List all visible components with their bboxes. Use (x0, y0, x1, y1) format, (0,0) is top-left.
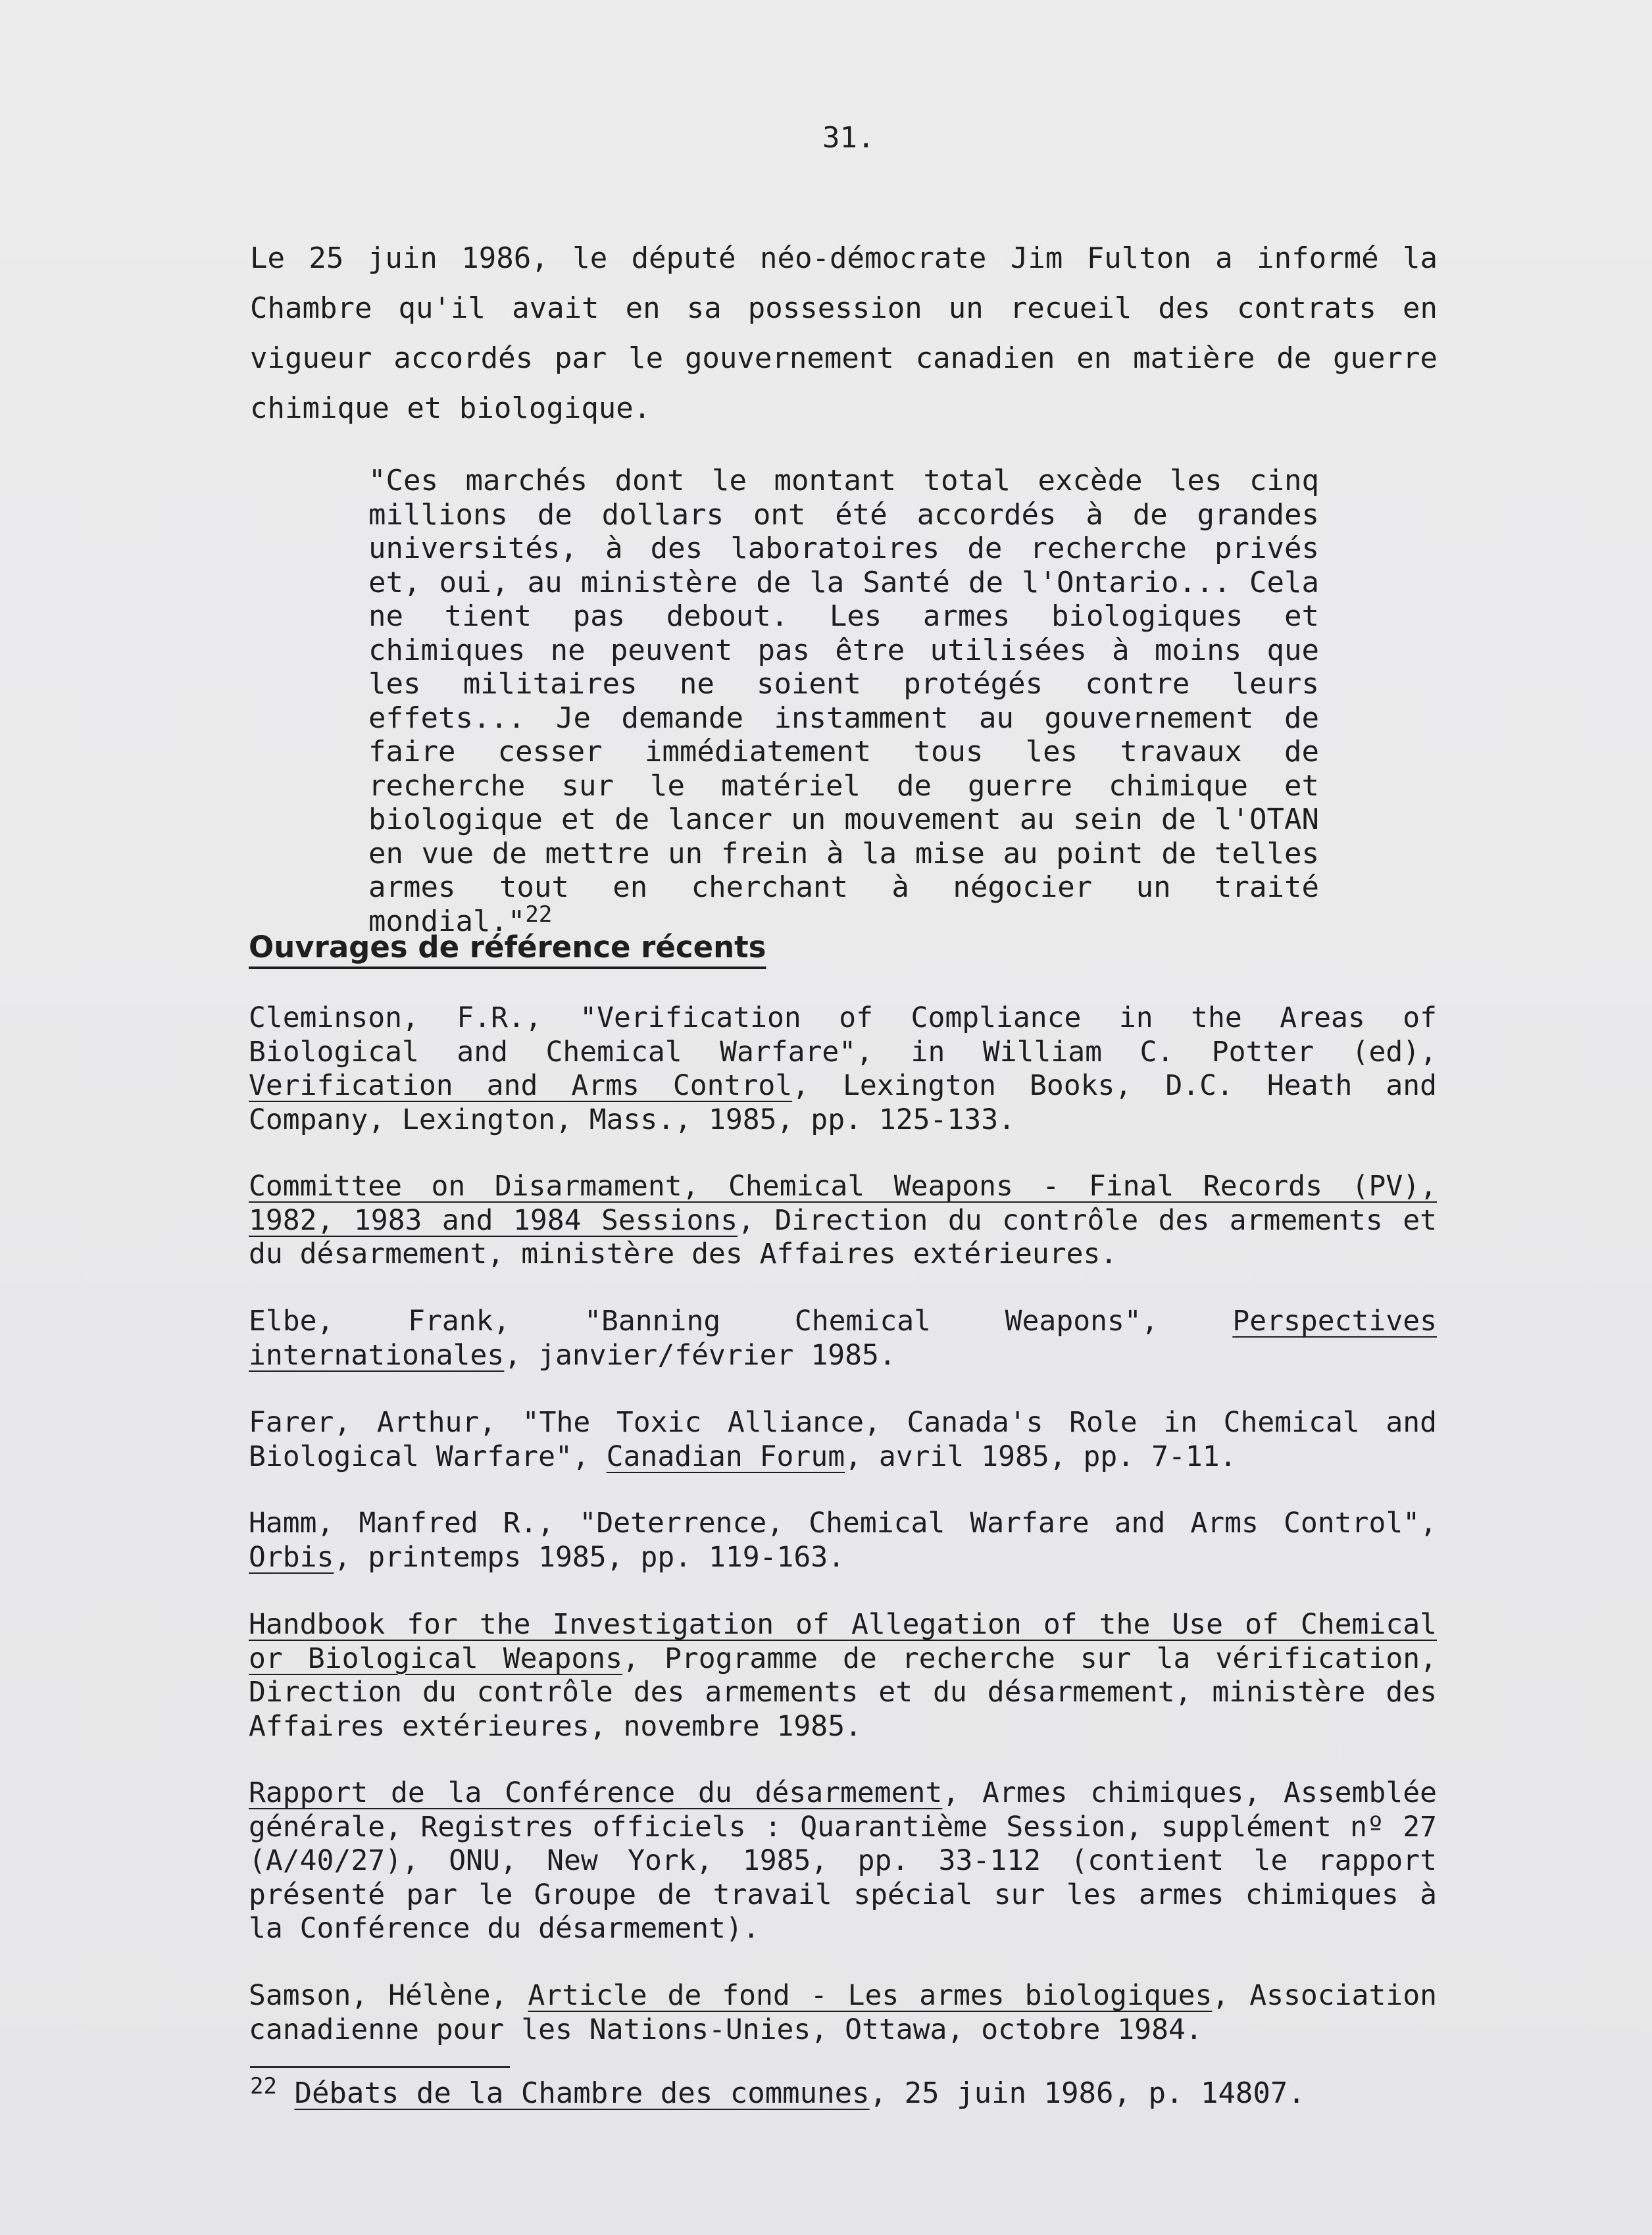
reference-details: , janvier/février 1985. (504, 1338, 896, 1372)
reference-details: , avril 1985, pp. 7-11. (845, 1440, 1237, 1473)
reference-author: Hamm, Manfred R., "Deterrence, Chemical Warfare and Arms Control", (249, 1507, 1437, 1540)
reference-author: Cleminson, F.R., "Verification of Compliance in the Areas of Biological and Chemical Warfare", in William C. Potter (ed), (249, 1001, 1437, 1068)
reference-title: Rapport de la Conférence du désarmement (249, 1776, 943, 1809)
reference-title: Committee on Disarmament, Chemical Weapons - Final Records (PV), 1982, 1983 and 1984 Sessions (249, 1170, 1437, 1237)
block-quote (368, 464, 1319, 938)
reference-details: , Armes chimiques, Assemblée générale, Registres officiels : Quarantième Session, supplément nº 27 (A/40/27), ONU, New York, 1985, pp. 33-112 (contient le rapport présenté par le Groupe de travail spécial sur les armes chimiques à la Conférence du désarmement). (249, 1776, 1438, 1945)
reference-author: Farer, Arthur, "The Toxic Alliance, Canada's Role in Chemical and Biological Warfare", (249, 1406, 1437, 1473)
reference-item (249, 1608, 1437, 1744)
reference-title: Canadian Forum (606, 1440, 845, 1473)
reference-author: Elbe, Frank, "Banning Chemical Weapons", (249, 1305, 1233, 1338)
reference-title: Handbook for the Investigation of Allegation of the Use of Chemical or Biological Weapons (249, 1608, 1437, 1675)
reference-author: Samson, Hélène, (249, 1979, 528, 2012)
reference-title: Article de fond - Les armes biologiques (528, 1979, 1213, 2012)
quote-text: "Ces marchés dont le montant total excède les cinq millions de dollars ont été accordés à de grandes universités, à des laboratoires de recherche privés et, oui, au ministère de la Santé de l'Ontario... Cela ne tient pas debout. Les armes biologiques et chimiques ne peuvent pas être utilisées à moins que les militaires ne soient protégés contre leurs effets... Je demande instamment au gouvernement de faire cesser immédiatement tous les travaux de recherche sur le matériel de guerre chimique et biologique et de lancer un mouvement au sein de l'OTAN en vue de mettre un frein à la mise au point de telles armes tout en cherchant à négocier un traité mondial." (368, 464, 1319, 938)
reference-title: Orbis (249, 1540, 334, 1574)
reference-item (249, 1170, 1437, 1272)
reference-item (249, 1406, 1437, 1474)
footnote-reference: 22 (525, 901, 553, 928)
footnote-number: 22 (250, 2073, 277, 2099)
reference-title: Verification and Arms Control (249, 1069, 793, 1102)
reference-details: , Lexington Books, D.C. Heath and Company, Lexington, Mass., 1985, pp. 125-133. (249, 1069, 1437, 1136)
reference-item (249, 1001, 1437, 1137)
reference-title: Perspectives internationales (249, 1305, 1437, 1372)
footnote (250, 2074, 1305, 2113)
section-heading: Ouvrages de référence récents (249, 930, 766, 965)
footnote-details: , 25 juin 1986, p. 14807. (869, 2076, 1305, 2110)
reference-details: , Direction du contrôle des armements et du désarmement, ministère des Affaires extérieures. (249, 1203, 1437, 1270)
intro-paragraph: Le 25 juin 1986, le député néo-démocrate Jim Fulton a informé la Chambre qu'il avait en sa possession un recueil des contrats en vigueur accordés par le gouvernement canadien en matière de guerre chimique et biologique. (250, 241, 1438, 425)
page-number: 31. (822, 121, 875, 155)
reference-details: , Programme de recherche sur la vérification, Direction du contrôle des armements et du désarmement, ministère des Affaires extérieures, novembre 1985. (249, 1642, 1437, 1743)
reference-item (249, 1776, 1437, 1946)
reference-item (249, 1979, 1437, 2047)
footnote-separator (250, 2066, 510, 2068)
reference-details: , printemps 1985, pp. 119-163. (334, 1540, 845, 1574)
reference-item (249, 1305, 1437, 1372)
reference-details: , Association canadienne pour les Nations-Unies, Ottawa, octobre 1984. (249, 1979, 1438, 2046)
footnote-source-title: Débats de la Chambre des communes (294, 2076, 870, 2110)
reference-item (249, 1507, 1437, 1574)
